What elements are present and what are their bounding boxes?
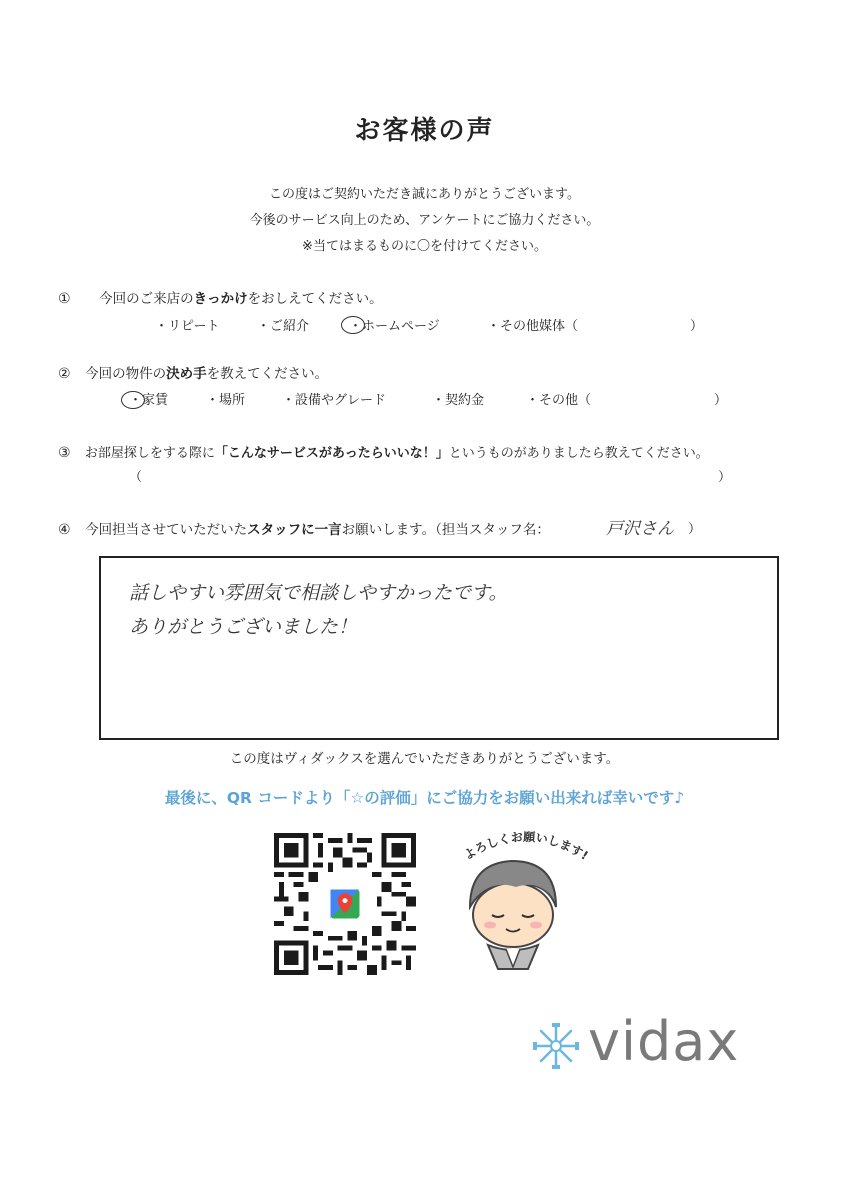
q2-option-deposit[interactable]: ・契約金 bbox=[432, 393, 485, 408]
staff-comment-box[interactable] bbox=[99, 556, 779, 740]
question-1-text-bold: きっかけ bbox=[193, 291, 248, 307]
question-3-text-bold: 「こんなサービスがあったらいいな！」 bbox=[214, 446, 449, 461]
question-3-text-post: というものがありましたら教えてください。 bbox=[448, 446, 709, 461]
question-4-text-bold: スタッフに一言 bbox=[247, 522, 342, 538]
vidax-logo-text: vidax bbox=[588, 1010, 740, 1073]
closing-message: この度はヴィダックスを選んでいただきありがとうございます。 bbox=[229, 751, 620, 767]
q2-option-facilities[interactable]: ・設備やグレード bbox=[282, 393, 387, 408]
q3-answer-field[interactable] bbox=[150, 464, 710, 484]
vidax-logo-icon bbox=[530, 1020, 582, 1072]
q1-other-close-paren: ） bbox=[690, 319, 704, 334]
question-2-text-pre: 今回の物件の bbox=[85, 366, 167, 382]
question-3 bbox=[58, 442, 709, 461]
question-4-text-post: お願いします。（担当スタッフ名： bbox=[341, 522, 550, 538]
q4-staff-name: 戸沢さん bbox=[606, 519, 674, 539]
comment-line-1: 話しやすい雰囲気で相談しやすかったです。 bbox=[129, 582, 508, 604]
q1-option-other-media[interactable]: ・その他媒体（ bbox=[487, 319, 579, 334]
intro-line-3: ※当てはまるものに〇を付けてください。 bbox=[302, 239, 547, 254]
question-1 bbox=[58, 287, 383, 307]
svg-text:よろしくお願いします! bbox=[461, 829, 590, 863]
q1-option-homepage[interactable]: ・ホームページ bbox=[349, 319, 440, 334]
illustration-greeting-text: よろしくお願いします! bbox=[461, 829, 591, 863]
q2-other-close-paren: ） bbox=[714, 393, 728, 408]
question-1-text-pre: 今回のご来店の bbox=[99, 291, 194, 307]
question-1-text-post: をおしえてください。 bbox=[247, 291, 383, 307]
qr-code[interactable] bbox=[274, 833, 416, 975]
question-1-number: ① bbox=[58, 291, 71, 307]
question-2 bbox=[58, 362, 328, 382]
q3-open-paren: （ bbox=[129, 470, 143, 485]
qr-review-request: 最後に、QR コードより「☆の評価」にご協力をお願い出来れば幸いです♪ bbox=[164, 789, 685, 807]
q2-option-rent[interactable]: ・家賃 bbox=[129, 393, 169, 408]
q1-option-repeat[interactable]: ・リピート bbox=[155, 319, 220, 334]
page-title: お客様の声 bbox=[354, 116, 495, 146]
question-4 bbox=[58, 518, 550, 538]
question-2-text-post: を教えてください。 bbox=[206, 366, 329, 382]
comment-line-2: ありがとうございました！ bbox=[129, 616, 358, 638]
question-3-text-pre: お部屋探しをする際に bbox=[84, 446, 215, 461]
q2-option-other[interactable]: ・その他（ bbox=[526, 393, 592, 408]
question-2-text-bold: 決め手 bbox=[166, 366, 207, 382]
vidax-logo bbox=[530, 1010, 770, 1080]
q3-close-paren: ） bbox=[718, 470, 732, 485]
bowing-staff-illustration bbox=[440, 815, 610, 975]
q4-close-paren: ） bbox=[688, 522, 702, 537]
question-2-number: ② bbox=[58, 366, 71, 382]
q1-option-referral[interactable]: ・ご紹介 bbox=[257, 319, 310, 334]
q2-option-location[interactable]: ・場所 bbox=[206, 393, 246, 408]
question-4-number: ④ bbox=[58, 522, 71, 538]
question-3-number: ③ bbox=[58, 445, 71, 461]
intro-line-2: 今後のサービス向上のため、アンケートにご協力ください。 bbox=[249, 213, 600, 228]
question-4-text-pre: 今回担当させていただいた bbox=[85, 522, 248, 538]
intro-line-1: この度はご契約いただき誠にありがとうございます。 bbox=[269, 187, 580, 202]
